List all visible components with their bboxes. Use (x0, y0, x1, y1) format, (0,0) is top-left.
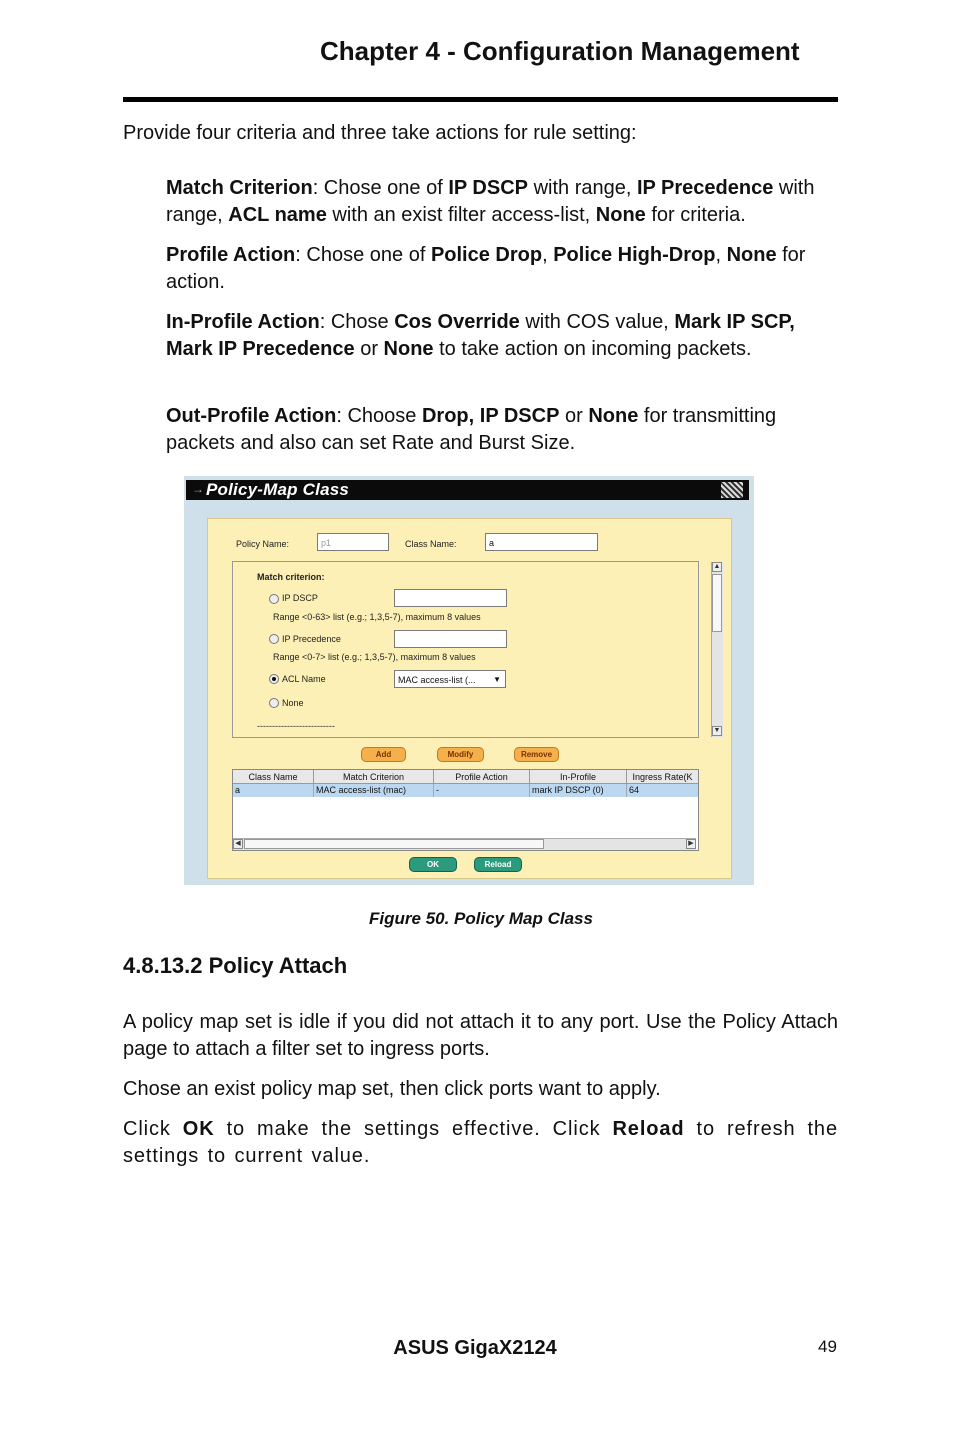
table-header[interactable]: In-Profile (530, 770, 627, 784)
match-criterion-box (232, 561, 721, 738)
acl-name-radio[interactable] (269, 674, 279, 684)
ip-dscp-range: Range <0-63> list (e.g.; 1,3,5-7), maximum 8 values (273, 612, 481, 622)
paragraph: Chose an exist policy map set, then click ports want to apply. (123, 1078, 661, 1100)
none-radio[interactable] (269, 698, 279, 708)
separator-line: -------------------------- (257, 721, 335, 731)
table-header[interactable]: Class Name (233, 770, 314, 784)
table-cell[interactable]: - (434, 784, 530, 797)
ip-precedence-range: Range <0-7> list (e.g.; 1,3,5-7), maximum 8 values (273, 652, 476, 662)
policy-map-class-screenshot (184, 476, 754, 885)
intro-text: Provide four criteria and three take actions for rule setting: (123, 122, 637, 144)
ip-dscp-label: IP DSCP (282, 593, 318, 603)
chevron-down-icon: ▼ (493, 675, 501, 684)
scroll-right-icon[interactable]: ▶ (686, 839, 696, 849)
modify-button[interactable]: Modify (437, 747, 484, 762)
scroll-up-icon[interactable]: ▲ (713, 563, 721, 570)
footer-product: ASUS GigaX2124 (393, 1337, 557, 1359)
ip-dscp-radio[interactable] (269, 594, 279, 604)
criteria-scrollbar[interactable] (711, 562, 723, 737)
in-profile-action-item: In-Profile Action: Chose Cos Override with COS value, Mark IP SCP, Mark IP Precedence or None to take action on incoming packets. (166, 311, 795, 360)
policy-name-field[interactable]: p1 (317, 533, 389, 551)
table-cell[interactable]: 64 (627, 784, 698, 797)
ip-precedence-label: IP Precedence (282, 634, 341, 644)
acl-name-label: ACL Name (282, 674, 326, 684)
window-title: Policy-Map Class (206, 480, 350, 499)
class-table (232, 769, 699, 851)
section-title: 4.8.13.2 Policy Attach (123, 953, 348, 978)
table-header[interactable]: Ingress Rate(K (627, 770, 698, 784)
add-button[interactable]: Add (361, 747, 406, 762)
acl-name-select[interactable] (394, 670, 506, 688)
scroll-down-icon[interactable]: ▼ (713, 727, 721, 734)
table-scrollbar[interactable] (233, 838, 696, 850)
ip-precedence-field[interactable] (394, 630, 507, 648)
class-name-label: Class Name: (405, 539, 457, 549)
acl-select-value: MAC access-list (... (398, 675, 476, 685)
policy-name-label: Policy Name: (236, 539, 290, 549)
paragraph: A policy map set is idle if you did not attach it to any port. Use the Policy Attach page to attach a filter set to ingress ports. (123, 1011, 838, 1060)
scroll-left-icon[interactable]: ◀ (233, 839, 243, 849)
table-cell[interactable]: MAC access-list (mac) (314, 784, 434, 797)
table-cell[interactable]: a (233, 784, 314, 797)
ip-dscp-field[interactable] (394, 589, 507, 607)
logo-icon (721, 482, 743, 498)
remove-button[interactable]: Remove (514, 747, 559, 762)
arrow-icon: → (192, 482, 204, 496)
none-label: None (282, 698, 304, 708)
table-cell[interactable]: mark IP DSCP (0) (530, 784, 627, 797)
paragraph: Click OK to make the settings effective. Click Reload to refresh the settings to current value. (123, 1118, 838, 1167)
match-criterion-item: Match Criterion: Chose one of IP DSCP with range, IP Precedence with range, ACL name with an exist filter access-list, None for criteria. (166, 177, 815, 226)
ok-button[interactable]: OK (409, 857, 457, 872)
figure-caption: Figure 50. Policy Map Class (369, 909, 593, 928)
header-rule (123, 97, 838, 102)
reload-button[interactable]: Reload (474, 857, 522, 872)
profile-action-item: Profile Action: Chose one of Police Drop, Police High-Drop, None for action. (166, 244, 806, 293)
match-criterion-title: Match criterion: (257, 572, 325, 582)
class-name-field[interactable]: a (485, 533, 598, 551)
window-titlebar (186, 480, 749, 500)
out-profile-action-item: Out-Profile Action: Choose Drop, IP DSCP or None for transmitting packets and also can set Rate and Burst Size. (166, 405, 777, 454)
term: Match Criterion (166, 177, 313, 199)
table-header[interactable]: Profile Action (434, 770, 530, 784)
page-number: 49 (818, 1337, 837, 1356)
chapter-title: Chapter 4 - Configuration Management (320, 36, 800, 66)
form-panel (207, 518, 732, 879)
scroll-thumb[interactable] (244, 839, 544, 849)
table-header[interactable]: Match Criterion (314, 770, 434, 784)
ip-precedence-radio[interactable] (269, 634, 279, 644)
scroll-thumb[interactable] (712, 574, 722, 632)
